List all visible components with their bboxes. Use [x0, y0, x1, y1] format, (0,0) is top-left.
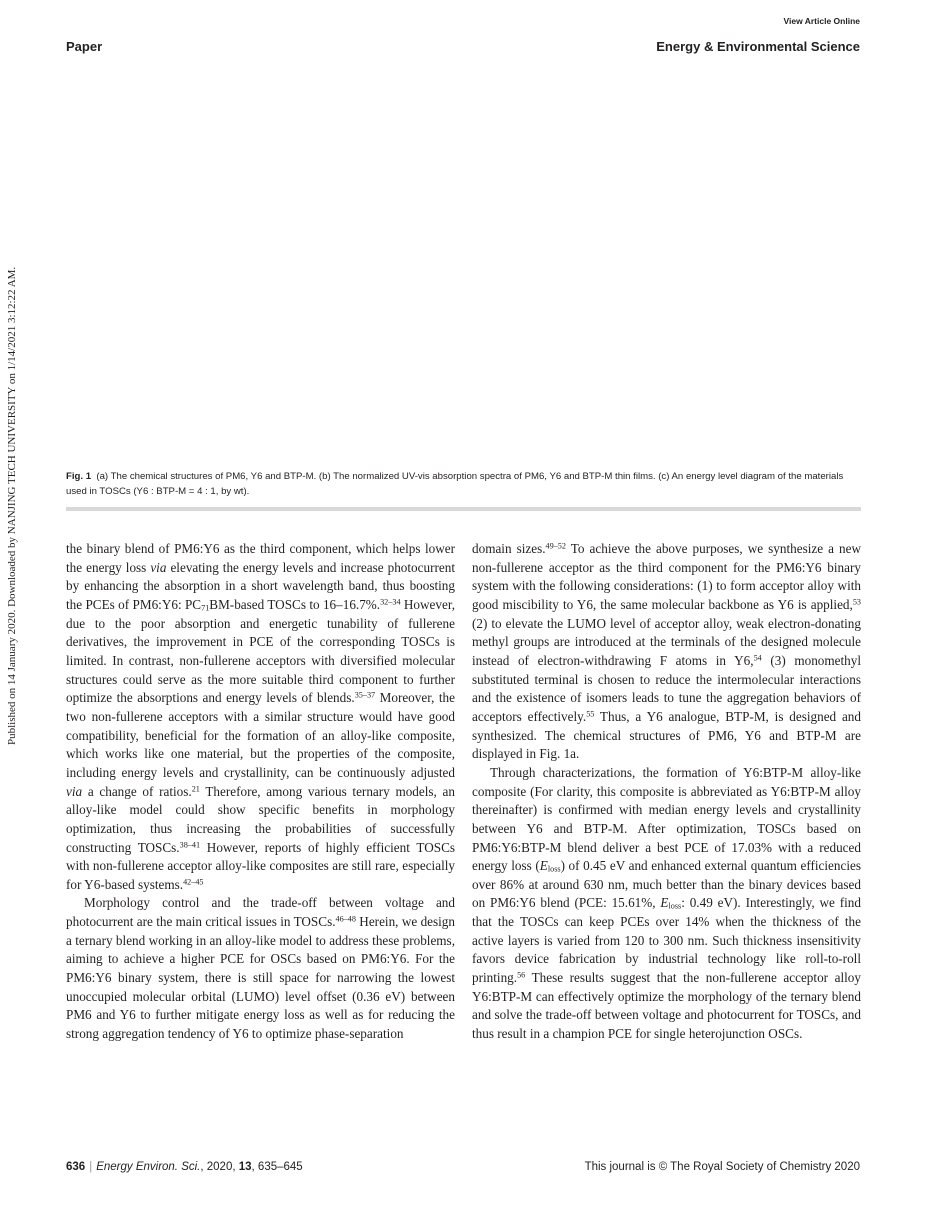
citation-ref[interactable]: 49–52	[545, 541, 566, 551]
side-note-text: Published on 14 January 2020. Downloaded by NANJING TECH UNIVERSITY on 1/14/2021 3:12:22 AM.	[6, 266, 18, 745]
citation-ref[interactable]: 38–41	[179, 840, 201, 849]
text-segment: : 0.49 eV). Interestingly, we find that the TOSCs can keep PCEs over 14% when the thickness of the active layers is varied from 120 to 300 nm. Such thickness insensitivity favors device fabrication by industrial technology like roll-to-roll printing.	[472, 895, 861, 986]
subscript: loss	[668, 902, 682, 912]
figure-label: Fig. 1	[66, 471, 92, 482]
citation-ref[interactable]: 53	[852, 597, 861, 607]
subscript: 71	[201, 603, 210, 613]
footer-separator: |	[89, 1161, 93, 1173]
citation-ref[interactable]: 21	[191, 784, 200, 794]
journal-abbrev: Energy Environ. Sci.	[96, 1161, 201, 1173]
body-column-right	[472, 540, 861, 1044]
text-segment: E	[660, 895, 669, 911]
caption-divider	[66, 507, 861, 511]
figure-caption-text: (a) The chemical structures of PM6, Y6 and BTP-M. (b) The normalized UV-vis absorption spectra of PM6, Y6 and BTP-M thin films. (c) An energy level diagram of the materials used in TOSCs (Y6 : BTP-M = 4 : 1, by wt).	[66, 471, 844, 497]
footer-pages: , 635–645	[251, 1161, 303, 1173]
text-segment: ) of 0.45 eV and enhanced external quantum efficiencies over 86% at around 630 nm, much better than the binary devices based on PM6:Y6 blend (PCE: 15.61%,	[472, 858, 861, 911]
citation-ref[interactable]: 32–34	[380, 597, 401, 607]
paragraph	[472, 764, 861, 1044]
body-column-left	[66, 540, 455, 1044]
paragraph	[66, 540, 455, 894]
view-article-online-link[interactable]: View Article Online	[783, 16, 860, 26]
paragraph	[472, 540, 861, 764]
subscript: loss	[547, 864, 561, 874]
text-segment: Thus, a Y6 analogue, BTP-M, is designed and synthesized. The chemical structures of PM6, Y6 and BTP-M are displayed in Fig. 1a.	[472, 708, 861, 762]
text-segment: Moreover, the two non-fullerene acceptors with a similar structure would have good compatibility, beneficial for the formation of an alloy-like composite, which works like one material, but the properties of the composite, including energy levels and crystallinity, can be continuously adjusted	[66, 690, 455, 780]
text-segment: Through characterizations, the formation of Y6:BTP-M alloy-like composite (For clarity, this composite is abbreviated as Y6:BTP-M alloy thereinafter) is confirmed with median energy levels and crystallinity between Y6 and BTP-M. After optimization, TOSCs based on PM6:Y6:BTP-M blend deliver a best PCE of 17.03% with a reduced energy loss (	[472, 764, 861, 874]
text-segment: E	[539, 858, 548, 874]
text-segment: However, due to the poor absorption and energetic tunability of fullerene derivatives, the improvement in PCE of the corresponding TOSCs is limited. In contrast, non-fullerene acceptors with diversified molecular structures could serve as the more suitable third component to further optimize the absorptions and energy levels of blends.	[66, 596, 455, 706]
text-segment: elevating the energy levels and increase photocurrent by enhancing the absorption in a short wavelength band, thus boosting the PCEs of PM6:Y6: PC	[66, 559, 455, 612]
text-segment: To achieve the above purposes, we synthesize a new non-fullerene acceptor as the third component for the PM6:Y6 binary system with the following considerations: (1) to form acceptor alloy with good miscibility to Y6, the same molecular backbone as Y6 is applied,	[472, 541, 861, 612]
text-segment: (2) to elevate the LUMO level of acceptor alloy, weak electron-donating methyl groups are introduced at the terminals of the designed molecule instead of electron-withdrawing F atoms in Y6,	[472, 615, 861, 668]
citation-ref[interactable]: 56	[517, 970, 526, 980]
footer-copyright: This journal is © The Royal Society of Chemistry 2020	[584, 1161, 860, 1173]
text-segment: However, reports of highly efficient TOSCs with non-fullerene acceptor alloy-like composites are still rare, especially for Y6-based systems.	[66, 839, 455, 892]
text-segment: These results suggest that the non-fullerene acceptor alloy Y6:BTP-M can effectively optimize the morphology of the ternary blend and solve the trade-off between voltage and photocurrent for TOSCs, and thus result in a champion PCE for single heterojunction OSCs.	[472, 970, 861, 1042]
publication-side-note	[6, 200, 18, 745]
text-segment: Herein, we design a ternary blend working in an alloy-like model to address these problems, aiming to achieve a higher PCE for OSCs based on PM6:Y6. For the PM6:Y6 binary system, there is still space for narrowing the lowest unoccupied molecular orbital (LUMO) level offset (0.36 eV) between PM6 and Y6 to further mitigate energy loss as well as for reducing the strong aggregation tendency of Y6 to optimize phase-separation	[66, 914, 455, 1042]
page-number: 636	[66, 1161, 86, 1173]
journal-title: Energy & Environmental Science	[656, 39, 860, 54]
citation-ref[interactable]: 55	[586, 709, 595, 719]
text-segment: via	[150, 559, 167, 575]
footer-volume: 13	[238, 1161, 252, 1173]
footer-year: , 2020,	[200, 1161, 239, 1173]
text-segment: Morphology control and the trade-off between voltage and photocurrent are the main critical issues in TOSCs.	[66, 895, 455, 930]
text-segment: a change of ratios.	[82, 783, 192, 799]
citation-ref[interactable]: 35–37	[354, 690, 376, 700]
text-segment: via	[66, 783, 83, 799]
figure-caption	[66, 470, 861, 499]
text-segment: the binary blend of PM6:Y6 as the third component, which helps lower the energy loss	[66, 541, 455, 575]
citation-ref[interactable]: 54	[753, 653, 762, 663]
text-segment: domain sizes.	[472, 541, 546, 556]
citation-ref[interactable]: 42–45	[183, 877, 204, 887]
text-segment: (3) monomethyl substituted terminal is chosen to reduce the intermolecular interactions and the existence of isomers leads to tune the aggregation behaviors of acceptors effectively.	[472, 652, 862, 724]
section-label: Paper	[66, 39, 103, 54]
text-segment: Therefore, among various ternary models, an alloy-like model could show specific benefits in morphology optimization, thus increasing the probabilities of successfully constructing TOSCs.	[66, 783, 455, 855]
citation-ref[interactable]: 46–48	[335, 914, 356, 924]
paragraph	[66, 894, 455, 1043]
footer-citation	[66, 1161, 303, 1173]
text-segment: BM-based TOSCs to 16–16.7%.	[209, 596, 381, 612]
